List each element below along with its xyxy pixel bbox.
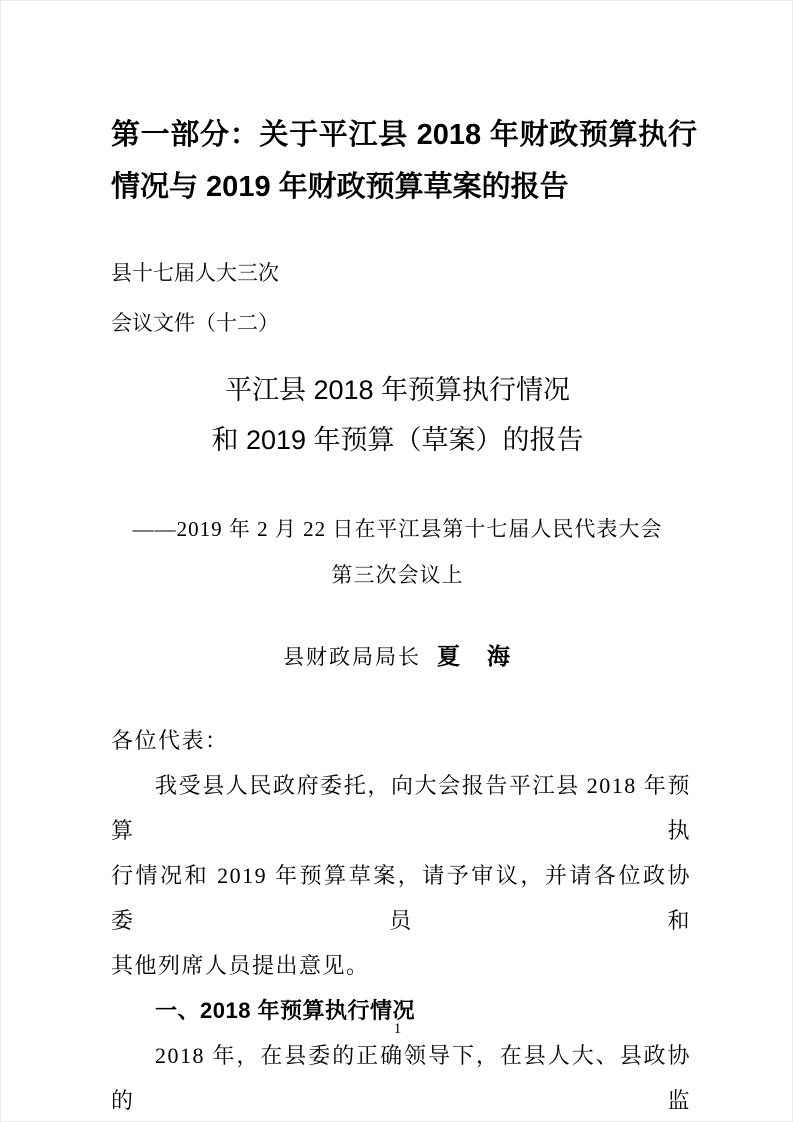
paragraph-1-line-1: 我受县人民政府委托，向大会报告平江县 2018 年预算执 (111, 773, 691, 843)
speaker-role: 县财政局局长 (283, 645, 421, 669)
paragraph-1-line-3: 其他列席人员提出意见。 (111, 953, 370, 978)
meeting-meta-line-2: 会议文件（十二） (111, 312, 279, 335)
report-dateline-line-2: 第三次会议上 (331, 563, 464, 587)
part-heading-line-2: 情况与 2019 年财政预算草案的报告 (111, 171, 569, 203)
speaker-name: 夏 海 (437, 643, 512, 669)
report-dateline (1, 506, 793, 598)
meeting-meta-line-1: 县十七届人大三次 (111, 262, 279, 285)
page-number: 1 (393, 1021, 402, 1037)
speaker-line (1, 638, 793, 671)
part-heading (111, 109, 697, 213)
salutation: 各位代表： (111, 728, 229, 753)
meeting-meta (111, 249, 279, 349)
report-dateline-line-1: ——2019 年 2 月 22 日在平江县第十七届人民代表大会 (132, 517, 663, 541)
section-1-heading: 一、2018 年预算执行情况 (155, 998, 416, 1023)
paragraph-1-line-2: 行情况和 2019 年预算草案，请予审议，并请各位政协委员和 (111, 863, 691, 933)
part-heading-line-1: 第一部分：关于平江县 2018 年财政预算执行 (111, 119, 697, 151)
paragraph-2-line-1: 2018 年，在县委的正确领导下，在县人大、县政协的监 (111, 1043, 691, 1113)
report-title (1, 365, 793, 465)
report-title-line-2: 和 2019 年预算（草案）的报告 (211, 425, 584, 455)
body-text (111, 718, 691, 1122)
report-title-line-1: 平江县 2018 年预算执行情况 (224, 375, 571, 405)
